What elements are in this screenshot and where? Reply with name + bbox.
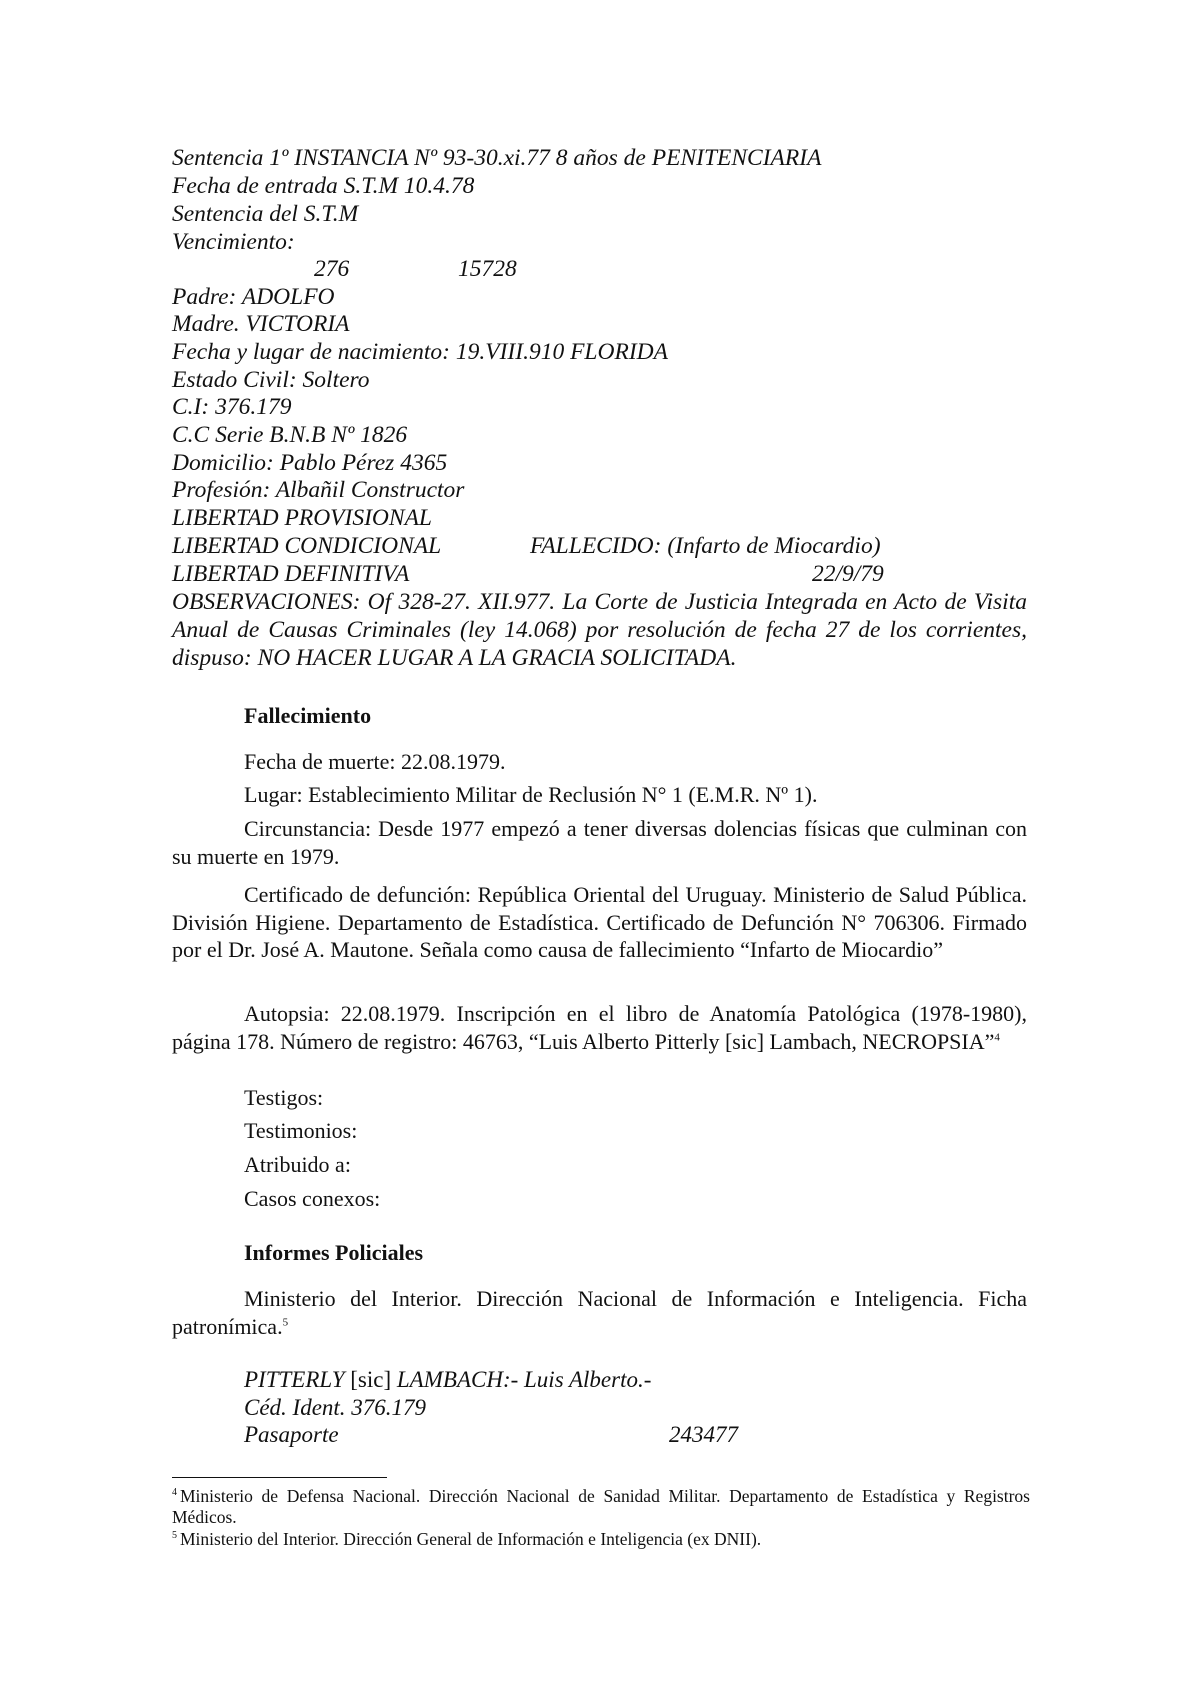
sentencia-stm-line: Sentencia del S.T.M <box>172 201 359 227</box>
footnote-ref-5: 5 <box>282 1316 289 1329</box>
libertad-provisional-line: LIBERTAD PROVISIONAL <box>172 505 432 531</box>
observaciones-paragraph: OBSERVACIONES: Of 328-27. XII.977. La Corte de Justicia Integrada en Acto de Visita Anual de Causas Criminales (ley 14.068) por resolución de fecha 27 de los corrientes, dispuso: NO HACER LUGAR A LA GRACIA SOLICITADA. <box>172 589 1027 671</box>
padre-line: Padre: ADOLFO <box>172 284 335 310</box>
cc-line: C.C Serie B.N.B Nº 1826 <box>172 422 408 448</box>
fallecimiento-heading: Fallecimiento <box>244 703 372 728</box>
certificado-paragraph: Certificado de defunción: República Oriental del Uruguay. Ministerio de Salud Pública. División Higiene. Departamento de Estadística. Certificado de Defunción N° 706306. Firmado por el Dr. José A. Mautone. Señala como causa de fallecimiento “Infarto de Miocardio” <box>172 882 1027 962</box>
domicilio-line: Domicilio: Pablo Pérez 4365 <box>172 450 448 476</box>
estado-civil-line: Estado Civil: Soltero <box>172 367 370 393</box>
profesion-line: Profesión: Albañil Constructor <box>172 477 465 503</box>
libertad-condicional-line: LIBERTAD CONDICIONAL <box>172 533 442 559</box>
madre-line: Madre. VICTORIA <box>172 311 350 337</box>
ficha-name-line <box>244 1367 651 1393</box>
footnote-4 <box>172 1486 1030 1528</box>
sentencia-line: Sentencia 1º INSTANCIA Nº 93-30.xi.77 8 años de PENITENCIARIA <box>172 145 822 171</box>
footnote-5 <box>172 1529 1030 1550</box>
fecha-fallecido: 22/9/79 <box>812 561 884 587</box>
libertad-definitiva-line: LIBERTAD DEFINITIVA <box>172 561 410 587</box>
atribuido-label: Atribuido a: <box>244 1152 351 1177</box>
ficha-sic: [sic] <box>350 1367 392 1392</box>
casos-conexos-label: Casos conexos: <box>244 1186 381 1211</box>
informes-paragraph <box>172 1285 1027 1340</box>
lugar-muerte: Lugar: Establecimiento Militar de Reclusión N° 1 (E.M.R. Nº 1). <box>244 782 818 807</box>
nacimiento-line: Fecha y lugar de nacimiento: 19.VIII.910 FLORIDA <box>172 339 668 365</box>
footnote-4-text: Ministerio de Defensa Nacional. Dirección Nacional de Sanidad Militar. Departamento de Estadística y Registros Médicos. <box>172 1486 1030 1527</box>
footnote-separator <box>172 1477 387 1478</box>
fecha-entrada-line: Fecha de entrada S.T.M 10.4.78 <box>172 173 475 199</box>
ci-line: C.I: 376.179 <box>172 394 292 420</box>
footnote-5-text: Ministerio del Interior. Dirección General de Información e Inteligencia (ex DNII). <box>180 1529 762 1549</box>
footnote-4-number: 4 <box>172 1487 177 1499</box>
ficha-surname-b: LAMBACH:- Luis Alberto.- <box>396 1367 652 1392</box>
autopsia-text: Autopsia: 22.08.1979. Inscripción en el libro de Anatomía Patológica (1978-1980), página 178. Número de registro: 46763, “Luis Alberto Pitterly [sic] Lambach, NECROPSIA” <box>172 1001 1027 1054</box>
footnote-5-number: 5 <box>172 1530 177 1542</box>
fallecido-line: FALLECIDO: (Infarto de Miocardio) <box>530 533 881 559</box>
informes-heading: Informes Policiales <box>244 1240 424 1265</box>
footnote-ref-4: 4 <box>994 1031 1000 1044</box>
number-276: 276 <box>314 256 350 282</box>
circunstancia-paragraph: Circunstancia: Desde 1977 empezó a tener diversas dolencias físicas que culminan con su muerte en 1979. <box>172 816 1027 869</box>
ficha-surname-a: PITTERLY <box>244 1367 345 1392</box>
testigos-label: Testigos: <box>244 1085 324 1110</box>
fecha-muerte: Fecha de muerte: 22.08.1979. <box>244 749 506 774</box>
ficha-pasaporte-value: 243477 <box>669 1422 738 1447</box>
testimonios-label: Testimonios: <box>244 1118 358 1143</box>
vencimiento-line: Vencimiento: <box>172 229 295 255</box>
autopsia-paragraph <box>172 1000 1027 1055</box>
number-15728: 15728 <box>458 256 517 282</box>
ficha-cedula: Céd. Ident. 376.179 <box>244 1395 427 1420</box>
ficha-pasaporte-label: Pasaporte <box>244 1422 339 1447</box>
informes-text: Ministerio del Interior. Dirección Nacional de Información e Inteligencia. Ficha patronímica. <box>172 1286 1027 1339</box>
